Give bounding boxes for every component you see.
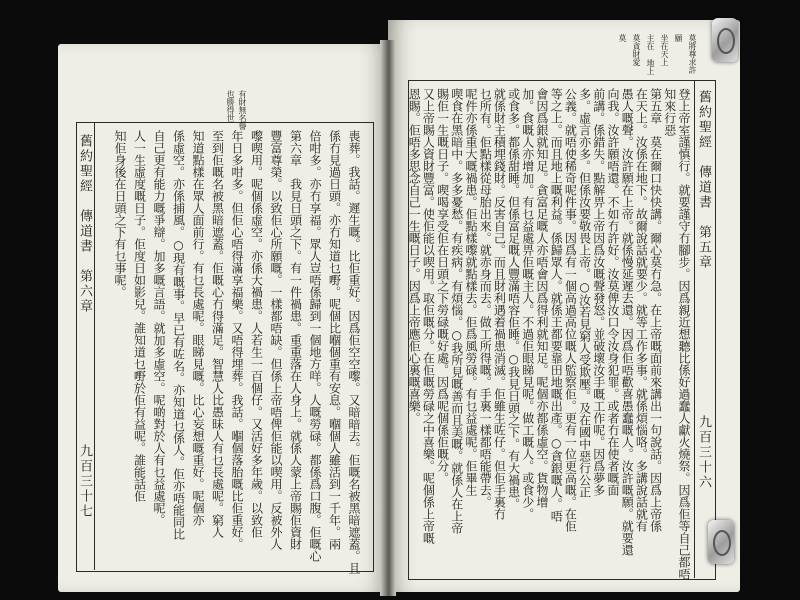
left-text-column: 年日多咁多。但佢心唔得滿享福樂。又唔得埋葬。我話。嗰個落胎嘅比佢重好。: [230, 130, 244, 550]
right-text-column: 或食多。都係甜睡。但係富足嘅人豐滿唔容佢睡。○我見日頭之下。有大禍患。: [506, 88, 521, 510]
top-right-binder-clip-icon: [712, 18, 738, 62]
left-text-column: 係冇見過日頭。亦冇知道乜嘢。呢個比嗰個重有安息。嗰個人雖活到一千年。兩: [327, 130, 342, 550]
right-text-column: 愚人嘅聲。汝許願在上帝。就係慢延遲去還。因爲佢唔歡喜愚蠢嘅人。汝許嘅願。就要還: [620, 88, 635, 556]
left-page-number: 九百三十七: [77, 444, 92, 519]
right-margin-note: 主在 地上: [646, 34, 655, 75]
right-margin-note: 莫貪財愛: [632, 34, 641, 66]
right-margin-note: 願: [674, 34, 683, 42]
right-text-column: 知來行惡: [662, 88, 677, 136]
right-margin-note: 坐在天上: [660, 34, 669, 66]
right-text-column: 公義。就唔使稀奇呢件事。因爲有一個高過高位嘅人監察佢。更有一位更高嘅。在佢: [563, 88, 578, 532]
left-text-column: 喪葬。我話。遲生嘅。比佢重好。因爲佢空空嚟。又暗暗去。佢嘅名被黑暗遮蓋。且: [347, 130, 361, 574]
right-margin-note: 莫: [618, 34, 627, 42]
right-page-number: 九百三十六: [696, 415, 711, 490]
left-text-column: 至到佢嘅名被黑暗遮蓋。佢嘅心冇得滿足。智慧人比愚昧人有乜長處呢。窮人: [210, 130, 225, 538]
left-text-column: 知道點樣在眾人面前行。有乜長處呢。眼睇見嘅。比心妄想嘅重好。呢個亦: [191, 130, 205, 526]
left-header-title: 舊約聖經 傳道書 第六章: [77, 134, 92, 314]
right-text-column: 等之上。而且地上嘅利益。係歸眾人。就係王都要靠田地嘅出產。○貪銀嘅人。唔: [549, 88, 564, 522]
right-text-column: 向我。汝許願唔還。不如冇許好。汝莫俾汝口令汝身犯罪。或者冇在使者嘅面: [606, 88, 620, 496]
left-text-column: 嚟喫用。呢個係虛空。亦係大禍患。人若生一百個仔。又活好多年歲。以致佢: [249, 130, 264, 538]
bottom-right-binder-clip-icon: [708, 520, 734, 564]
right-margin-note: 莫將尊求許: [688, 34, 697, 74]
book-gutter: [380, 40, 396, 596]
left-text-column: 人一生虛度嘅日子。佢度日如影兒。誰知道乜嘢於佢有益呢。誰能話佢: [132, 130, 147, 502]
right-text-column: 呢件亦係重大嘅禍患。佢點樣嚟就點樣去。佢爲風勞碌。有乜益處呢。佢畢生: [464, 88, 478, 496]
left-page: [58, 44, 388, 592]
right-text-column: 多。虛言亦多。但係汝要敬畏上帝。○汝若見窮人受欺壓。及在國中惡行公正: [577, 88, 592, 498]
right-text-column: 前講。係錯失。點解畀上帝因爲汝嘅聲發怒。並破壞汝手嘅工作呢。因爲夢多: [591, 88, 606, 496]
left-text-column: 倍咁多。亦冇享福。眾人豈唔係歸到一個地方咩。人嘅勞碌。都係爲口腹。佢嘅心: [308, 130, 322, 562]
left-text-column: 第六章 我見日頭之下。有一件禍患。重重落在人身上。就係人蒙上帝賜佢資財: [288, 130, 303, 550]
right-header-divider: [694, 80, 695, 578]
right-text-column: 第五章 莫在爾口快快講。爾心莫冇急。在上帝嘅面前來講出一句說話。因爲上帝係: [648, 88, 663, 532]
right-text-column: 在天上。汝係在地下。故爾說話就要少。就等工作多事。就係煩惱咯。多講說話就有: [634, 88, 649, 532]
right-text-column: 登上帝室謹慎行。就要謹守冇腳步。因爲親近想聽比係好過蠢人獻火燒祭。因爲佢等自己都唔: [677, 88, 691, 580]
right-text-column: 又上帝賜人資財豐富。使佢能以喫用。取佢嘅分。在佢嘅勞碌之中喜樂。呢個係上帝嘅: [421, 88, 436, 544]
right-text-column: 乜所有。佢點樣從母胎出來。就赤身而去。做工所得嘅。手裏一樣都唔能帶去。: [478, 88, 493, 508]
left-margin-note: 有財無名譽: [238, 90, 247, 130]
right-text-column: 會因爲銀就知足。貪富足嘅人亦唔會因爲得利就知足。呢個亦都係虛空。貨物增: [535, 88, 549, 508]
right-text-column: 就係財主積埋錢財。反害自己。而且財利遇着禍患消滅。佢雖生咗仔。但佢手裏冇: [492, 88, 507, 520]
left-text-column: 係虛空。亦係捕風。○現有嘅事。早已有咗名。亦知道乜係人。佢亦唔能同比: [171, 130, 186, 540]
left-text-column: 知佢身後在日頭之下有乜事呢。: [113, 130, 127, 298]
right-text-column: 賜佢一生嘅日子。喫喝享受佢在日頭之下勞碌嘅好處。因爲呢個係佢嘅分。: [435, 88, 450, 484]
right-text-column: 加。食嘅人亦增加。有乜益處畀佢嘅主人。不過佢眼睇見呢。做工嘅人。或食少。: [520, 88, 535, 520]
right-page: [388, 20, 740, 592]
left-text-column: 自己更有能力嘅爭辯。加多嘅言語。就加多虛空。呢啲對於人有乜益處呢。: [152, 130, 166, 526]
right-text-column: 喫食在黑暗中。多多憂愁。有疾病。有煩惱。○我所見嘅善而且美嘅。就係人在上帝: [449, 88, 464, 534]
right-text-column: 恩賜。佢唔多思念自己一生嘅日子。因爲上帝應佢心裏嘅喜樂。: [407, 88, 422, 424]
left-text-column: 豐富尊榮。以致佢心所願嘅。一樣都唔缺。但係上帝唔俾佢能以喫用。反被外人: [269, 130, 283, 550]
left-margin-note: 也勝得世: [226, 90, 235, 122]
left-header-divider: [94, 122, 95, 570]
right-header-rule: [408, 80, 714, 81]
right-header-title: 舊約聖經 傳道書 第五章: [696, 90, 711, 270]
